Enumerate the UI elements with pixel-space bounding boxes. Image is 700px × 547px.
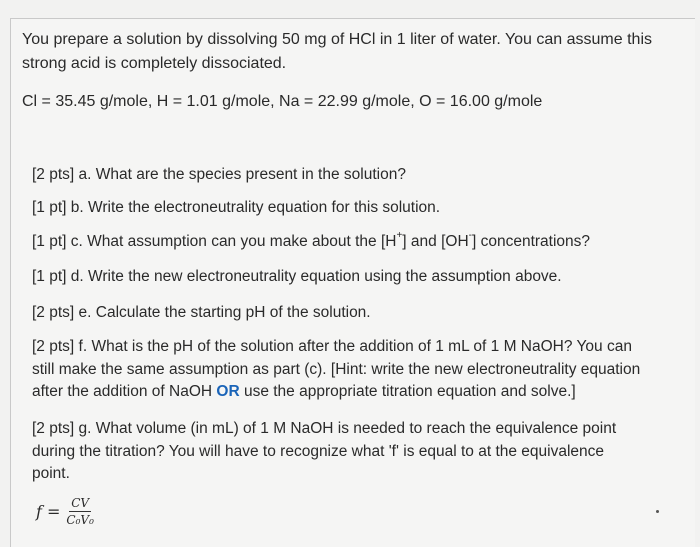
question-f-line-2: still make the same assumption as part (c). [Hint: write the new electroneutrality equation bbox=[32, 360, 641, 378]
question-d bbox=[32, 266, 562, 289]
question-f bbox=[32, 336, 640, 404]
formula-fraction bbox=[66, 496, 93, 527]
superscript-minus: - bbox=[468, 230, 472, 241]
points-e: [2 pts] bbox=[32, 304, 75, 321]
fraction-titrated-formula bbox=[36, 496, 94, 527]
question-b-text: b. Write the electroneutrality equation for this solution. bbox=[66, 199, 441, 216]
question-e bbox=[32, 302, 371, 325]
question-d-text: d. Write the new electroneutrality equation using the assumption above. bbox=[66, 268, 562, 285]
question-a bbox=[32, 164, 406, 187]
question-g-line-1: g. What volume (in mL) of 1 M NaOH is needed to reach the equivalence point bbox=[74, 420, 617, 437]
points-g: [2 pts] bbox=[32, 420, 75, 437]
intro-line-1: You prepare a solution by dissolving 50 mg of HCl in 1 liter of water. You can assume this bbox=[22, 31, 652, 48]
question-g bbox=[32, 418, 616, 486]
question-f-line-1: f. What is the pH of the solution after the addition of 1 mL of 1 M NaOH? You can bbox=[74, 338, 632, 355]
problem-intro bbox=[22, 28, 682, 76]
stray-dot bbox=[656, 510, 659, 513]
formula-numerator: CV bbox=[71, 496, 90, 510]
question-f-line-3b: use the appropriate titration equation and solve.] bbox=[239, 383, 576, 400]
question-g-line-3: point. bbox=[32, 465, 70, 482]
superscript-plus: + bbox=[396, 230, 403, 241]
intro-line-2: strong acid is completely dissociated. bbox=[22, 55, 287, 72]
points-b: [1 pt] bbox=[32, 199, 67, 216]
points-c: [1 pt] bbox=[32, 233, 67, 250]
question-c-text-1: c. What assumption can you make about the [H bbox=[66, 233, 397, 250]
question-a-text: a. What are the species present in the solution? bbox=[74, 166, 406, 183]
formula-lhs: f = bbox=[36, 502, 61, 521]
points-f: [2 pts] bbox=[32, 338, 75, 355]
question-c bbox=[32, 231, 590, 254]
molar-masses: Cl = 35.45 g/mole, H = 1.01 g/mole, Na = 22.99 g/mole, O = 16.00 g/mole bbox=[22, 93, 543, 110]
question-c-text-2: ] and [OH bbox=[402, 233, 469, 250]
or-emphasis: OR bbox=[216, 383, 240, 400]
question-e-text: e. Calculate the starting pH of the solution. bbox=[74, 304, 371, 321]
question-g-line-2: during the titration? You will have to recognize what 'f' is equal to at the equivalence bbox=[32, 442, 605, 460]
question-f-line-3a: after the addition of NaOH bbox=[32, 383, 217, 400]
points-d: [1 pt] bbox=[32, 268, 67, 285]
question-b bbox=[32, 197, 440, 220]
question-c-text-3: ] concentrations? bbox=[471, 233, 591, 250]
points-a: [2 pts] bbox=[32, 166, 75, 183]
formula-denominator: C₀V₀ bbox=[66, 513, 94, 527]
